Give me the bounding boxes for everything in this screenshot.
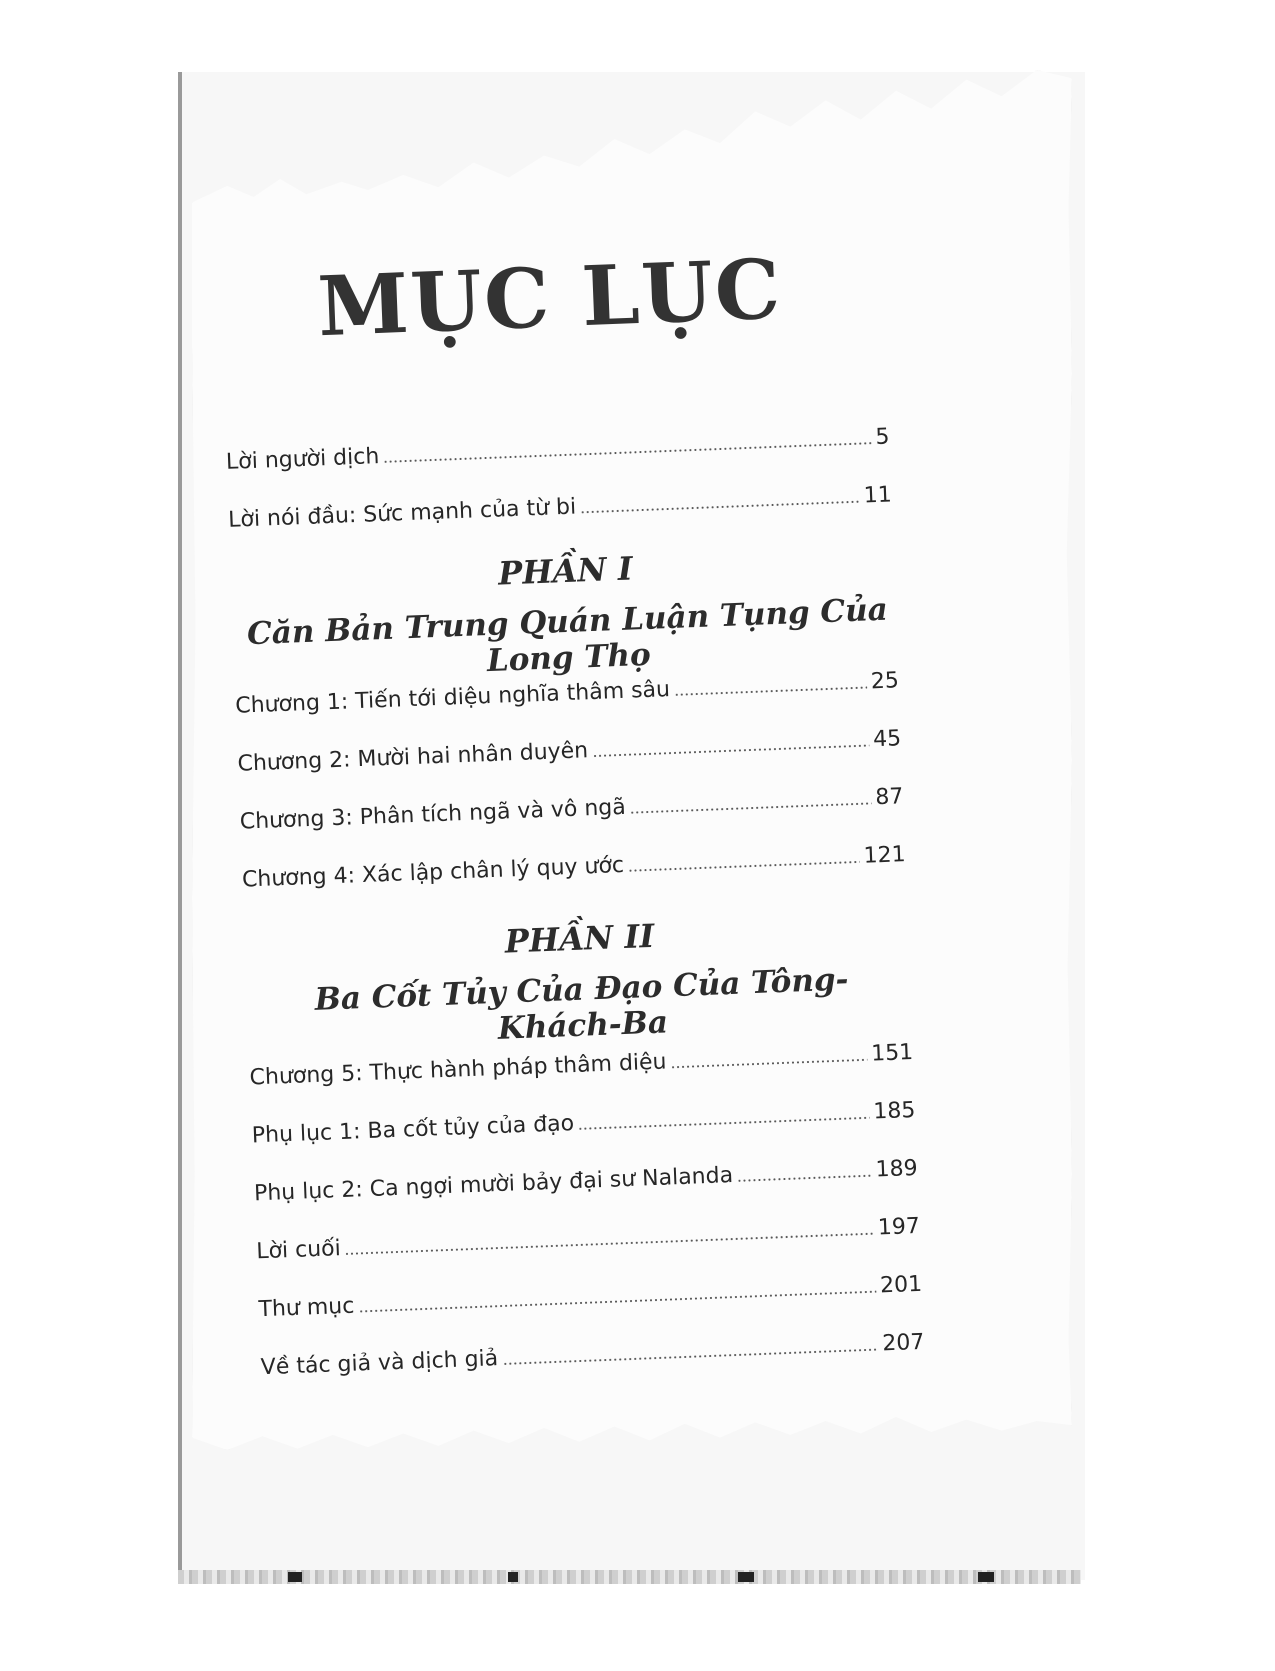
dot-leader	[630, 802, 872, 813]
dot-leader	[592, 744, 869, 757]
dot-leader	[671, 1059, 868, 1069]
toc-entry-page: 45	[872, 726, 902, 753]
part-number: PHẦN I	[497, 549, 634, 593]
toc-entry-page: 207	[881, 1329, 925, 1357]
toc-entry-page: 151	[870, 1040, 914, 1067]
dot-leader	[674, 686, 867, 695]
toc-entry	[256, 1205, 921, 1264]
dot-leader	[628, 861, 860, 872]
part-number: PHẦN II	[504, 916, 655, 961]
toc-entry-page: 11	[863, 482, 893, 509]
toc-entry	[260, 1321, 925, 1380]
dot-leader	[737, 1175, 872, 1182]
toc-entry	[227, 473, 892, 532]
toc-entry-page: 25	[870, 668, 900, 695]
toc-entry-label: Chương 5: Thực hành pháp thâm diệu	[249, 1049, 667, 1091]
toc-entry-label: Chương 4: Xác lập chân lý quy ước	[241, 852, 625, 893]
toc-entry	[258, 1263, 923, 1322]
part-title: Ba Cốt Tủy Của Đạo Của Tông-Khách-Ba	[313, 961, 850, 1047]
dot-leader	[358, 1291, 876, 1313]
toc-entry-label: Phụ lục 2: Ca ngợi mười bảy đại sư Nalanda	[253, 1163, 734, 1207]
dot-leader	[383, 442, 871, 463]
toc-entry-label: Lời người dịch	[225, 444, 380, 475]
toc-entry-page: 121	[863, 842, 907, 869]
toc-entry	[241, 833, 906, 892]
toc-entry-label: Về tác giả và dịch giả	[260, 1346, 499, 1381]
page-title: MỤC LỤC	[316, 241, 784, 356]
toc-entry-label: Thư mục	[258, 1293, 355, 1323]
dot-leader	[502, 1349, 878, 1365]
toc-entry-page: 87	[874, 784, 904, 811]
toc-entry	[239, 775, 904, 834]
toc-entry-label: Lời cuối	[255, 1236, 342, 1265]
toc-entry-label: Chương 3: Phân tích ngã và vô ngã	[239, 794, 627, 835]
dot-leader	[578, 1117, 869, 1130]
toc-entry	[237, 717, 902, 776]
toc-entry-label: Chương 2: Mười hai nhân duyên	[237, 738, 589, 777]
toc-entry	[253, 1147, 918, 1206]
dot-leader	[345, 1233, 874, 1255]
toc-entry-page: 201	[879, 1271, 923, 1299]
toc-entry-page: 189	[875, 1155, 919, 1183]
dot-leader	[580, 501, 860, 514]
toc-entry-page: 185	[872, 1097, 916, 1125]
toc-entry-label: Chương 1: Tiến tới diệu nghĩa thâm sâu	[234, 677, 671, 719]
part-title: Căn Bản Trung Quán Luận Tụng Của Long Thọ	[246, 591, 889, 680]
toc-entry-page: 197	[877, 1213, 921, 1241]
toc-entry	[225, 415, 890, 474]
toc-entry-page: 5	[875, 424, 891, 450]
toc-entry-label: Phụ lục 1: Ba cốt tủy của đạo	[251, 1111, 575, 1149]
toc-entry-label: Lời nói đầu: Sức mạnh của từ bi	[227, 494, 577, 533]
toc-entry	[251, 1089, 916, 1148]
